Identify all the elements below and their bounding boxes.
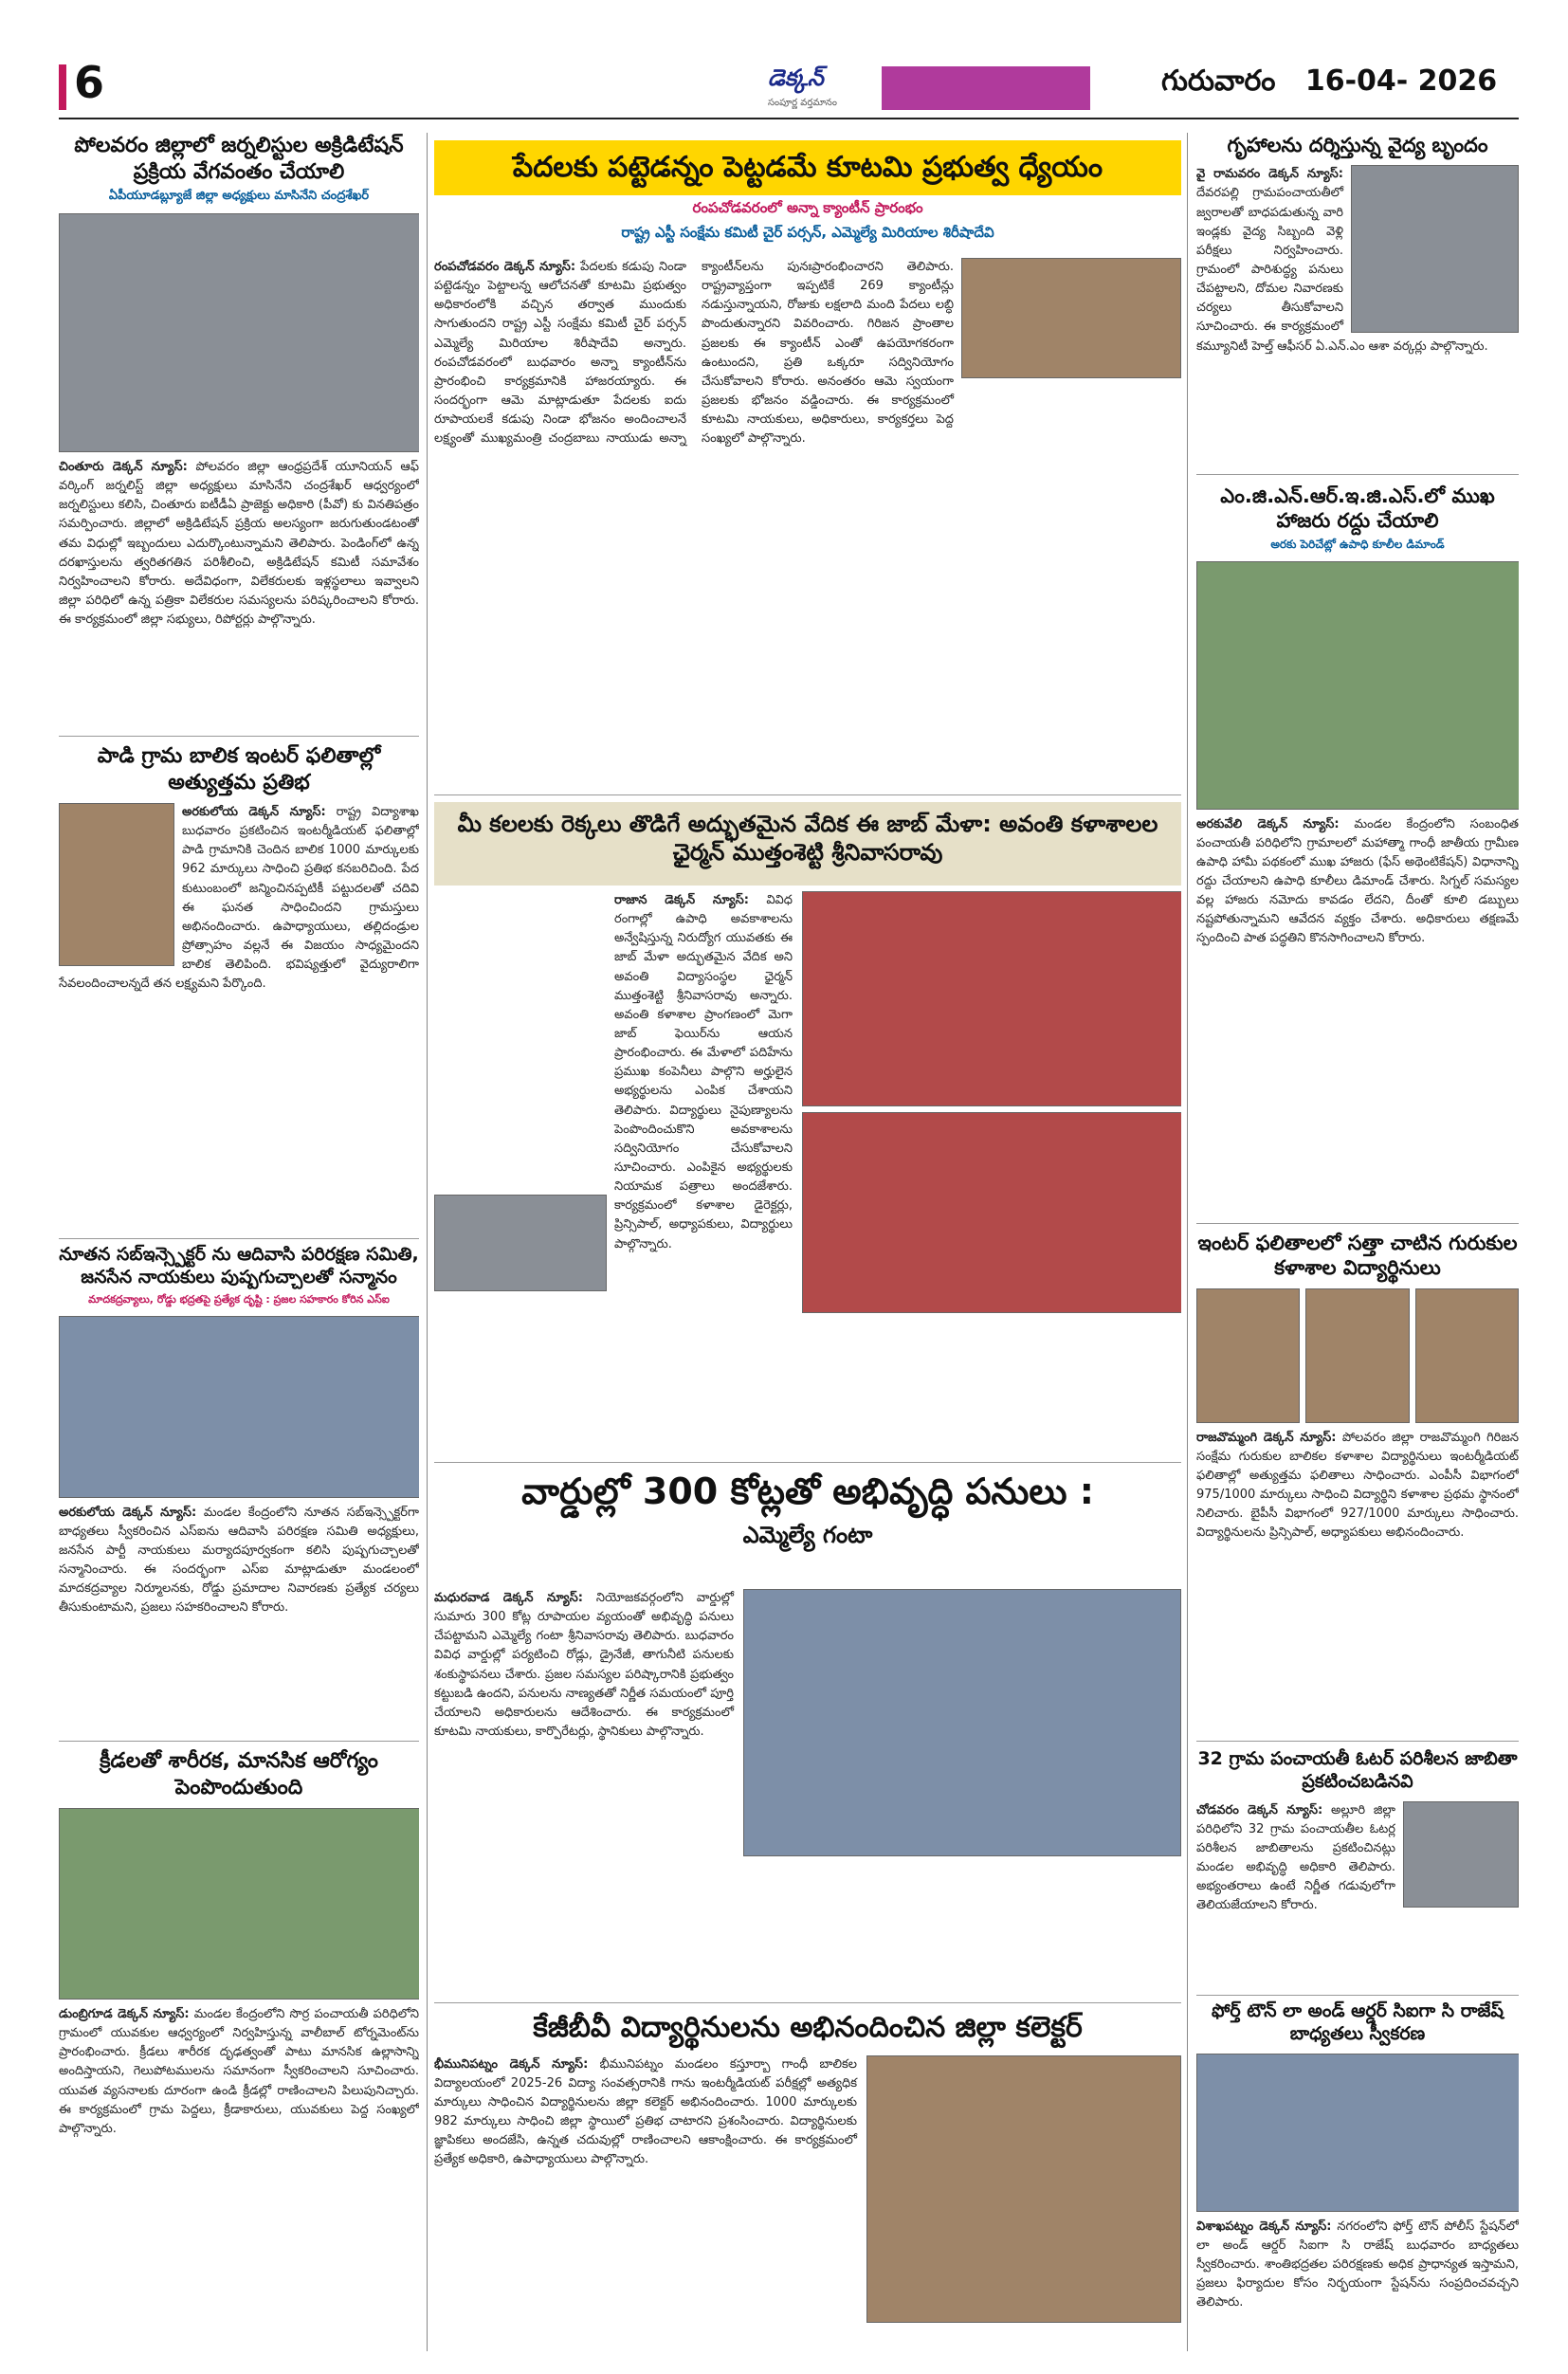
lead-headline: పేదలకు పట్టెడన్నం పెట్టడమే కూటమి ప్రభుత్వ ధ్యేయం <box>512 151 1103 184</box>
section-divider <box>59 1741 419 1742</box>
subheadline: ఎమ్మెల్యే గంటా <box>742 1521 873 1548</box>
article-ward <box>434 1589 1181 1987</box>
article-body <box>59 458 419 630</box>
dateline: భీమునిపట్నం డెక్కన్ న్యూస్: <box>434 2056 589 2072</box>
section-divider <box>1196 1995 1519 1996</box>
headline: ఇంటర్ ఫలితాలలో సత్తా చాటిన గురుకుల కళాశాల విద్యార్థినులు <box>1197 1232 1518 1280</box>
student-photo <box>1305 1288 1409 1423</box>
news-photo <box>1196 2054 1519 2212</box>
article-sports <box>59 1748 419 2355</box>
job-fair-photo-2 <box>802 1112 1181 1313</box>
article-polavaram <box>59 133 419 815</box>
body-text: మండల కేంద్రంలోని సొర్ర పంచాయతీ పరిధిలోని గ్రామంలో యువకుల ఆధ్వర్యంలో నిర్వహిస్తున్న వాలీబాల్ టోర్నమెంట్‌ను ప్రారంభించారు. క్రీడలు శారీరక దృఢత్వంతో పాటు మానసిక ఉల్లాసాన్ని అందిస్తాయని, గెలుపోటములను సమానంగా స్వీకరించాలని సూచించారు. యువత వ్యసనాలకు దూరంగా ఉండి క్రీడల్లో రాణించాలని పిలుపునిచ్చారు. ఈ కార్యక్రమంలో గ్రామ పెద్దలు, క్రీడాకారులు, యువకులు పెద్ద సంఖ్యలో పాల్గొన్నారు. <box>59 2007 419 2136</box>
section-divider <box>59 1238 419 1239</box>
lead-subhead-2: రాష్ట్ర ఎస్టీ సంక్షేమ కమిటీ చైర్ పర్సన్, ఎమ్మెల్యే మిరియాల శిరీషాదేవి <box>621 224 994 241</box>
body-text: మండల కేంద్రంలోని సంబంధిత పంచాయతీ పరిధిలోని గ్రామాలలో మహాత్మా గాంధీ జాతీయ గ్రామీణ ఉపాధి హామీ పథకంలో ముఖ హాజరు (ఫేస్ అథెంటికేషన్) విధానాన్ని రద్దు చేయాలని ఉపాధి కూలీలు డిమాండ్ చేశారు. సిగ్నల్ సమస్యల వల్ల హాజరు నమోదు కావడం లేదని, దీంతో కూలి డబ్బులు నష్టపోతున్నామని ఆవేదన వ్యక్తం చేశారు. అధికారులు తక్షణమే స్పందించి పాత పద్ధతిని కొనసాగించాలని కోరారు. <box>1196 816 1519 946</box>
dateline: అరకులోయ డెక్కన్ న్యూస్: <box>182 805 326 819</box>
job-fair-photo-3 <box>434 1195 607 1291</box>
body-text: మండల కేంద్రంలోని నూతన సబ్‌ఇన్స్పెక్టర్‌గా బాధ్యతలు స్వీకరించిన ఎస్ఐను ఆదివాసి పరిరక్షణ సమితి అధ్యక్షులు, జనసేన పార్టీ నాయకులు మర్యాదపూర్వకంగా కలిసి పుష్పగుచ్చాలతో సన్మానించారు. ఈ సందర్భంగా ఎస్ఐ మాట్లాడుతూ మండలంలో మాదకద్రవ్యాల నిర్మూలనకు, రోడ్డు ప్రమాదాల నివారణకు ప్రత్యేక చర్యలు తీసుకుంటామని, ప్రజలు సహకరించాలని కోరారు. <box>59 1505 419 1616</box>
page-number: 6 <box>74 57 105 108</box>
dateline: రాజాన డెక్కన్ న్యూస్: <box>614 893 749 907</box>
logo-tagline: సంపూర్ణ వర్తమానం <box>768 98 837 108</box>
subheadline: అరకు పెరిచేట్లో ఉపాధి కూలీల డిమాండ్ <box>1270 537 1445 551</box>
student-photo <box>1415 1288 1519 1423</box>
dateline: అరకులోయ డెక్కన్ న్యూస్: <box>59 1505 197 1520</box>
dateline: డుంబ్రిగూడ డెక్కన్ న్యూస్: <box>59 2007 190 2021</box>
headline: 32 గ్రామ పంచాయతీ ఓటర్ పరిశీలన జాబితా ప్రకటించబడినవి <box>1197 1748 1518 1792</box>
column-divider <box>1187 133 1188 2351</box>
headline: ఫోర్త్ టౌన్ లా అండ్ ఆర్డర్ సిఐగా సి రాజేష్ బాధ్యతలు స్వీకరణ <box>1212 2000 1504 2044</box>
dateline: విశాఖపట్నం డెక్కన్ న్యూస్: <box>1196 2219 1332 2234</box>
dateline: మధురవాడ డెక్కన్ న్యూస్: <box>434 1591 583 1605</box>
body-text: అల్లూరి జిల్లా పరిధిలోని 32 గ్రామ పంచాయతీల ఓటర్ల పరిశీలన జాబితాలను ప్రకటించినట్లు మండల అభివృద్ధి అధికారి తెలిపారు. అభ్యంతరాలు ఉంటే నిర్ణీత గడువులోగా తెలియజేయాలని కోరారు. <box>1196 1802 1395 1913</box>
article-body <box>59 1504 419 1618</box>
section-divider <box>59 736 419 737</box>
header-rule <box>59 118 1519 119</box>
news-photo <box>866 2055 1181 2323</box>
section-divider <box>1196 1223 1519 1224</box>
news-photo <box>1351 165 1519 333</box>
body-text: దేవరపల్లి గ్రామపంచాయతీలో జ్వరాలతో బాధపడుతున్న వారి ఇండ్లకు వైద్య సిబ్బంది వెళ్లి పరీక్షలు నిర్వహించారు. గ్రామంలో పారిశుద్ధ్య పనులు చేపట్టాలని, దోమల నివారణకు చర్యలు తీసుకోవాలని సూచించారు. ఈ కార్యక్రమంలో కమ్యూనిటీ హెల్త్ ఆఫీసర్ ఏ.ఎన్.ఎం ఆశా వర్కర్లు పాల్గొన్నారు. <box>1196 186 1488 354</box>
article-body <box>59 2005 419 2139</box>
news-photo <box>1403 1801 1519 1908</box>
article-body <box>1196 2218 1519 2313</box>
article-kgbv <box>434 2010 1181 2351</box>
issue-date <box>1161 64 1541 108</box>
body-text: నియోజకవర్గంలోని వార్డుల్లో సుమారు 300 కోట్ల రూపాయల వ్యయంతో అభివృద్ధి పనులు చేపట్టామని ఎమ్మెల్యే గంటా శ్రీనివాసరావు తెలిపారు. బుధవారం వివిధ వార్డుల్లో పర్యటించి రోడ్లు, డ్రైనేజీ, తాగునీటి పనులకు శంకుస్థాపనలు చేశారు. ప్రజల సమస్యల పరిష్కారానికి ప్రభుత్వం కట్టుబడి ఉందని, పనులను నాణ్యతతో నిర్ణీత సమయంలో పూర్తి చేయాలని అధికారులను ఆదేశించారు. ఈ కార్యక్రమంలో కూటమి నాయకులు, కార్పొరేటర్లు, స్థానికులు పాల్గొన్నారు. <box>434 1591 734 1739</box>
news-photo <box>1196 561 1519 810</box>
header-accent-strip <box>882 66 1090 110</box>
page-number-accent <box>59 64 66 110</box>
headline: ఎం.జి.ఎన్.ఆర్.ఇ.జి.ఎస్.లో ముఖ హాజరు రద్దు చేయాలి <box>1220 484 1495 533</box>
news-photo <box>743 1589 1181 1856</box>
article-gurukula <box>1196 1231 1519 1733</box>
body-text: నగరంలోని ఫోర్త్ టౌన్ పోలీస్ స్టేషన్‌లో లా అండ్ ఆర్డర్ సిఐగా సి రాజేష్ బుధవారం బాధ్యతలు స్వీకరించారు. శాంతిభద్రతల పరిరక్షణకు అధిక ప్రాధాన్యత ఇస్తామని, ప్రజలు ఫిర్యాదుల కోసం నిర్భయంగా స్టేషన్‌ను సంప్రదించవచ్చని తెలిపారు. <box>1196 2219 1519 2310</box>
student-photo <box>59 803 174 966</box>
article-body <box>434 258 954 448</box>
article-mgnregs <box>1196 484 1519 1242</box>
article-body <box>1196 1429 1519 1543</box>
headline: కేజీబీవీ విద్యార్థినులను అభినందించిన జిల్లా కలెక్టర్ <box>533 2011 1083 2044</box>
subheadline: ఏపీయూడబ్ల్యూజే జిల్లా అధ్యక్షులు మాసినేని చంద్రశేఖర్ <box>108 189 370 203</box>
section-divider <box>434 1462 1181 1463</box>
article-job-fair <box>434 891 1181 1460</box>
article-lead <box>434 258 1181 789</box>
column-divider <box>427 133 428 2351</box>
section-divider <box>1196 1741 1519 1742</box>
job-fair-headline-box <box>434 802 1181 886</box>
body-text: వివిధ రంగాల్లో ఉపాధి అవకాశాలను అన్వేషిస్తున్న నిరుద్యోగ యువతకు ఈ జాబ్ మేళా అద్భుతమైన వేదిక అని అవంతి విద్యాసంస్థల ఛైర్మన్ ముత్తంశెట్టి శ్రీనివాసరావు అన్నారు. అవంతి కళాశాల ప్రాంగణంలో మెగా జాబ్ ఫెయిర్‌ను ఆయన ప్రారంభించారు. ఈ మేళాలో పదిహేను ప్రముఖ కంపెనీలు పాల్గొని అర్హులైన అభ్యర్థులను ఎంపిక చేశాయని తెలిపారు. విద్యార్థులు నైపుణ్యాలను పెంపొందించుకొని అవకాశాలను సద్వినియోగం చేసుకోవాలని సూచించారు. ఎంపికైన అభ్యర్థులకు నియామక పత్రాలు అందజేశారు. కార్యక్రమంలో కళాశాల డైరెక్టర్లు, ప్రిన్సిపాల్, అధ్యాపకులు, విద్యార్థులు పాల్గొన్నారు. <box>614 893 793 1251</box>
body-text: పేదలకు కడుపు నిండా పట్టెడన్నం పెట్టాలన్న ఆలోచనతో కూటమి ప్రభుత్వం అధికారంలోకి వచ్చిన తర్వాత ముందుకు సాగుతుందని రాష్ట్ర ఎస్టీ సంక్షేమ కమిటీ చైర్ పర్సన్ ఎమ్మెల్యే మిరియాల శిరీషాదేవి అన్నారు. రంపచోడవరంలో బుధవారం అన్నా క్యాంటీన్‌ను ప్రారంభించి కార్యక్రమానికి హాజరయ్యారు. ఈ సందర్భంగా ఆమె మాట్లాడుతూ పేదలకు ఐదు రూపాయలకే కడుపు నిండా భోజనం అందించాలనే లక్ష్యంతో ముఖ్యమంత్రి చంద్రబాబు నాయుడు అన్నా క్యాంటీన్‌లను పునఃప్రారంభించారని తెలిపారు. రాష్ట్రవ్యాప్తంగా ఇప్పటికే 269 క్యాంటీన్లు నడుస్తున్నాయని, రోజుకు లక్షలాది మంది పేదలు లబ్ధి పొందుతున్నారని వివరించారు. గిరిజన ప్రాంతాల ప్రజలకు ఈ క్యాంటీన్ ఎంతో ఉపయోగకరంగా ఉంటుందని, ప్రతి ఒక్కరూ సద్వినియోగం చేసుకోవాలని కోరారు. అనంతరం ఆమె స్వయంగా ప్రజలకు భోజనం వడ్డించారు. ఈ కార్యక్రమంలో కూటమి నాయకులు, అధికారులు, కార్యకర్తలు పెద్ద సంఖ్యలో పాల్గొన్నారు. <box>434 260 954 447</box>
headline: నూతన సబ్‌ఇన్స్పెక్టర్ ను ఆదివాసి పరిరక్షణ సమితి, జనసేన నాయకులు పుష్పగుచ్చాలతో సన్మానం <box>59 1244 419 1287</box>
article-padi <box>59 743 419 1274</box>
article-fort-town <box>1196 2000 1519 2351</box>
headline: మీ కలలకు రెక్కలు తొడిగే అద్భుతమైన వేదిక ఈ జాబ్ మేళా: అవంతి కళాశాలల ఛైర్మన్ ముత్తంశెట్టి శ్రీనివాసరావు <box>457 811 1158 866</box>
dateline: అరకువేలి డెక్కన్ న్యూస్: <box>1196 816 1340 831</box>
headline: క్రీడలతో శారీరక, మానసిక ఆరోగ్యం పెంపొందుతుంది <box>100 1749 378 1799</box>
job-fair-photo-1 <box>802 891 1181 1106</box>
section-divider <box>434 2002 1181 2003</box>
section-divider <box>434 794 1181 795</box>
masthead <box>0 0 1568 123</box>
issue-date-value: 16-04- 2026 <box>1304 64 1498 98</box>
dateline: చింతూరు డెక్కన్ న్యూస్: <box>59 460 188 474</box>
article-body <box>1196 815 1519 949</box>
dateline: రంపచోడవరం డెక్కన్ న్యూస్: <box>434 260 576 274</box>
job-fair-photos <box>802 891 1181 1313</box>
body-text: భీమునిపట్నం మండలం కస్తూర్బా గాంధీ బాలికల విద్యాలయంలో 2025-26 విద్యా సంవత్సరానికి గాను ఇంటర్మీడియట్ పరీక్షల్లో అత్యధిక మార్కులు సాధించిన విద్యార్థినులను జిల్లా కలెక్టర్ అభినందించారు. 1000 మార్కులకు 982 మార్కులు సాధించి జిల్లా స్థాయిలో ప్రతిభ చాటారని ప్రశంసించారు. విద్యార్థినులకు జ్ఞాపికలు అందజేసి, ఉన్నత చదువుల్లో రాణించాలని ఆకాంక్షించారు. ఈ కార్యక్రమంలో ప్రత్యేక అధికారి, ఉపాధ్యాయులు పాల్గొన్నారు. <box>434 2056 857 2167</box>
dateline: రాజవొమ్మంగి డెక్కన్ న్యూస్: <box>1196 1430 1337 1445</box>
student-photos <box>1196 1288 1519 1423</box>
headline: పోలవరం జిల్లాలో జర్నలిస్టుల అక్రిడిటేషన్ ప్రక్రియ వేగవంతం చేయాలి <box>74 134 404 184</box>
student-photo <box>1196 1288 1300 1423</box>
dateline: వై రామవరం డెక్కన్ న్యూస్: <box>1196 167 1343 182</box>
headline: గృహాలను దర్శిస్తున్న వైద్య బృందం <box>1227 134 1488 156</box>
article-medical-team <box>1196 133 1519 493</box>
lead-photo <box>961 258 1181 378</box>
news-photo <box>59 1808 419 2000</box>
article-si-felicitation <box>59 1244 419 1746</box>
lead-subheads <box>434 199 1181 258</box>
body-text: రాష్ట్ర విద్యాశాఖ బుధవారం ప్రకటించిన ఇంటర్మీడియట్ ఫలితాల్లో పాడి గ్రామానికి చెందిన బాలిక 1000 మార్కులకు 962 మార్కులు సాధించి ప్రతిభ కనబరిచింది. పేద కుటుంబంలో జన్మించినప్పటికీ పట్టుదలతో చదివి ఈ ఘనత సాధించిందని గ్రామస్తులు అభినందించారు. ఉపాధ్యాయులు, తల్లిదండ్రుల ప్రోత్సాహం వల్లనే ఈ విజయం సాధ్యమైందని బాలిక తెలిపింది. భవిష్యత్తులో వైద్యురాలిగా సేవలందించాలన్నదే తన లక్ష్యమని పేర్కొంది. <box>59 805 419 992</box>
lead-headline-box <box>434 140 1181 195</box>
subheadline: మాదకద్రవ్యాలు, రోడ్డు భద్రతపై ప్రత్యేక దృష్టి : ప్రజల సహకారం కోరిన ఎస్ఐ <box>88 1292 390 1306</box>
article-voter-list <box>1196 1748 1519 1985</box>
body-text: పోలవరం జిల్లా ఆంధ్రప్రదేశ్ యూనియన్ ఆఫ్ వర్కింగ్ జర్నలిస్ట్ జిల్లా అధ్యక్షులు మాసినేని చంద్రశేఖర్ ఆధ్వర్యంలో జర్నలిస్టులు కలిసి, చింతూరు ఐటీడీఏ ప్రాజెక్టు అధికారి (పీవో) కు వినతిపత్రం సమర్పించారు. జిల్లాలో అక్రిడిటేషన్ ప్రక్రియ అలస్యంగా జరుగుతుండటంతో తమ విధుల్లో ఇబ్బందులు ఎదుర్కొంటున్నామని తెలిపారు. పెండింగ్‌లో ఉన్న దరఖాస్తులను త్వరితగతిన పరిశీలించి, అక్రిడిటేషన్ కమిటీ సమావేశం నిర్వహించాలని కోరారు. అదేవిధంగా, విలేకరులకు ఇళ్లస్థలాలు ఇవ్వాలని జిల్లా పరిధిలో ఉన్న పత్రికా విలేకరుల సమస్యలను పరిష్కరించాలని కోరారు. ఈ కార్యక్రమంలో జిల్లా సభ్యులు, రిపోర్టర్లు పాల్గొన్నారు. <box>59 460 419 628</box>
newspaper-logo <box>768 64 872 112</box>
lead-subhead-1: రంపచోడవరంలో అన్నా క్యాంటీన్ ప్రారంభం <box>692 199 923 216</box>
headline: పాడి గ్రామ బాలిక ఇంటర్ ఫలితాల్లో అత్యుత్తమ ప్రతిభ <box>97 744 381 794</box>
dateline: చోడవరం డెక్కన్ న్యూస్: <box>1196 1802 1323 1817</box>
news-photo <box>59 213 419 452</box>
issue-day: గురువారం <box>1161 64 1276 98</box>
section-divider <box>1196 474 1519 475</box>
logo-text: డెక్కన్ <box>768 64 824 91</box>
body-text: పోలవరం జిల్లా రాజవొమ్మంగి గిరిజన సంక్షేమ గురుకుల బాలికల కళాశాల విద్యార్థినులు ఇంటర్మీడియట్ ఫలితాల్లో అత్యుత్తమ ఫలితాలు సాధించారు. ఎంపీసీ విభాగంలో 975/1000 మార్కులు సాధించి విద్యార్థిని కళాశాల ప్రథమ స్థానంలో నిలిచారు. బైపీసీ విభాగంలో 927/1000 మార్కులు సాధించారు. విద్యార్థినులను ప్రిన్సిపాల్, అధ్యాపకులు అభినందించారు. <box>1196 1430 1519 1541</box>
headline: వార్డుల్లో 300 కోట్లతో అభివృద్ధి పనులు : <box>521 1470 1094 1512</box>
news-photo <box>59 1316 419 1498</box>
ward-headline-block <box>434 1470 1181 1583</box>
